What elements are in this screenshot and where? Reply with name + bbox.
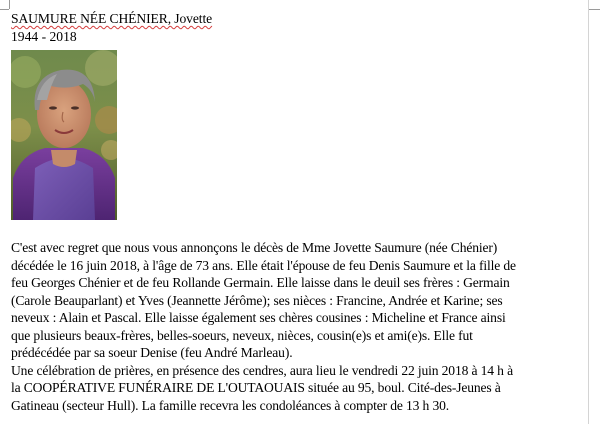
page-right-edge <box>588 0 589 424</box>
portrait-photo[interactable] <box>11 50 117 220</box>
body-line[interactable]: que plusieurs beaux-frères, belles-soeurs, neveux, nièces, cousin(e)s et ami(e)s. Elle fut <box>11 327 473 343</box>
life-dates[interactable]: 1944 - 2018 <box>11 29 77 44</box>
obituary-body[interactable] <box>11 239 586 414</box>
crop-mark-top-right-h <box>589 9 600 10</box>
portrait-photo-icon <box>11 50 117 220</box>
body-line[interactable]: décédée le 16 juin 2018, à l'âge de 73 ans. Elle était l'épouse de feu Denis Saumure et la fille de <box>11 257 516 273</box>
crop-mark-top-left-h <box>0 9 9 10</box>
body-line[interactable]: neveux : Alain et Pascal. Elle laisse également ses chères cousines : Micheline et France ainsi <box>11 310 506 325</box>
crop-mark-top-left-v <box>9 0 10 9</box>
obituary-heading[interactable] <box>11 10 212 27</box>
body-line[interactable]: (Carole Beauparlant) et Yves (Jeannette Jérôme); ses nièces : Francine, Andrée et Karine; ses <box>11 292 503 308</box>
body-line[interactable]: feu Georges Chénier et de feu Rollande Germain. Elle laisse dans le deuil ses frères : Germain <box>11 275 510 290</box>
body-line[interactable]: la COOPÉRATIVE FUNÉRAIRE DE L'OUTAOUAIS située au 95, boul. Cité-des-Jeunes à <box>11 380 501 395</box>
body-line[interactable]: prédécédée par sa soeur Denise (feu André Marleau). <box>11 345 293 360</box>
body-line[interactable]: Gatineau (secteur Hull). La famille recevra les condoléances à compter de 13 h 30. <box>11 397 449 413</box>
body-line[interactable]: C'est avec regret que nous vous annonçons le décès de Mme Jovette Saumure (née Chénier) <box>11 240 498 255</box>
deceased-name[interactable]: SAUMURE NÉE CHÉNIER, Jovette <box>11 11 213 26</box>
body-line[interactable]: Une célébration de prières, en présence des cendres, aura lieu le vendredi 22 juin 2018 à 14 h à <box>11 362 513 378</box>
